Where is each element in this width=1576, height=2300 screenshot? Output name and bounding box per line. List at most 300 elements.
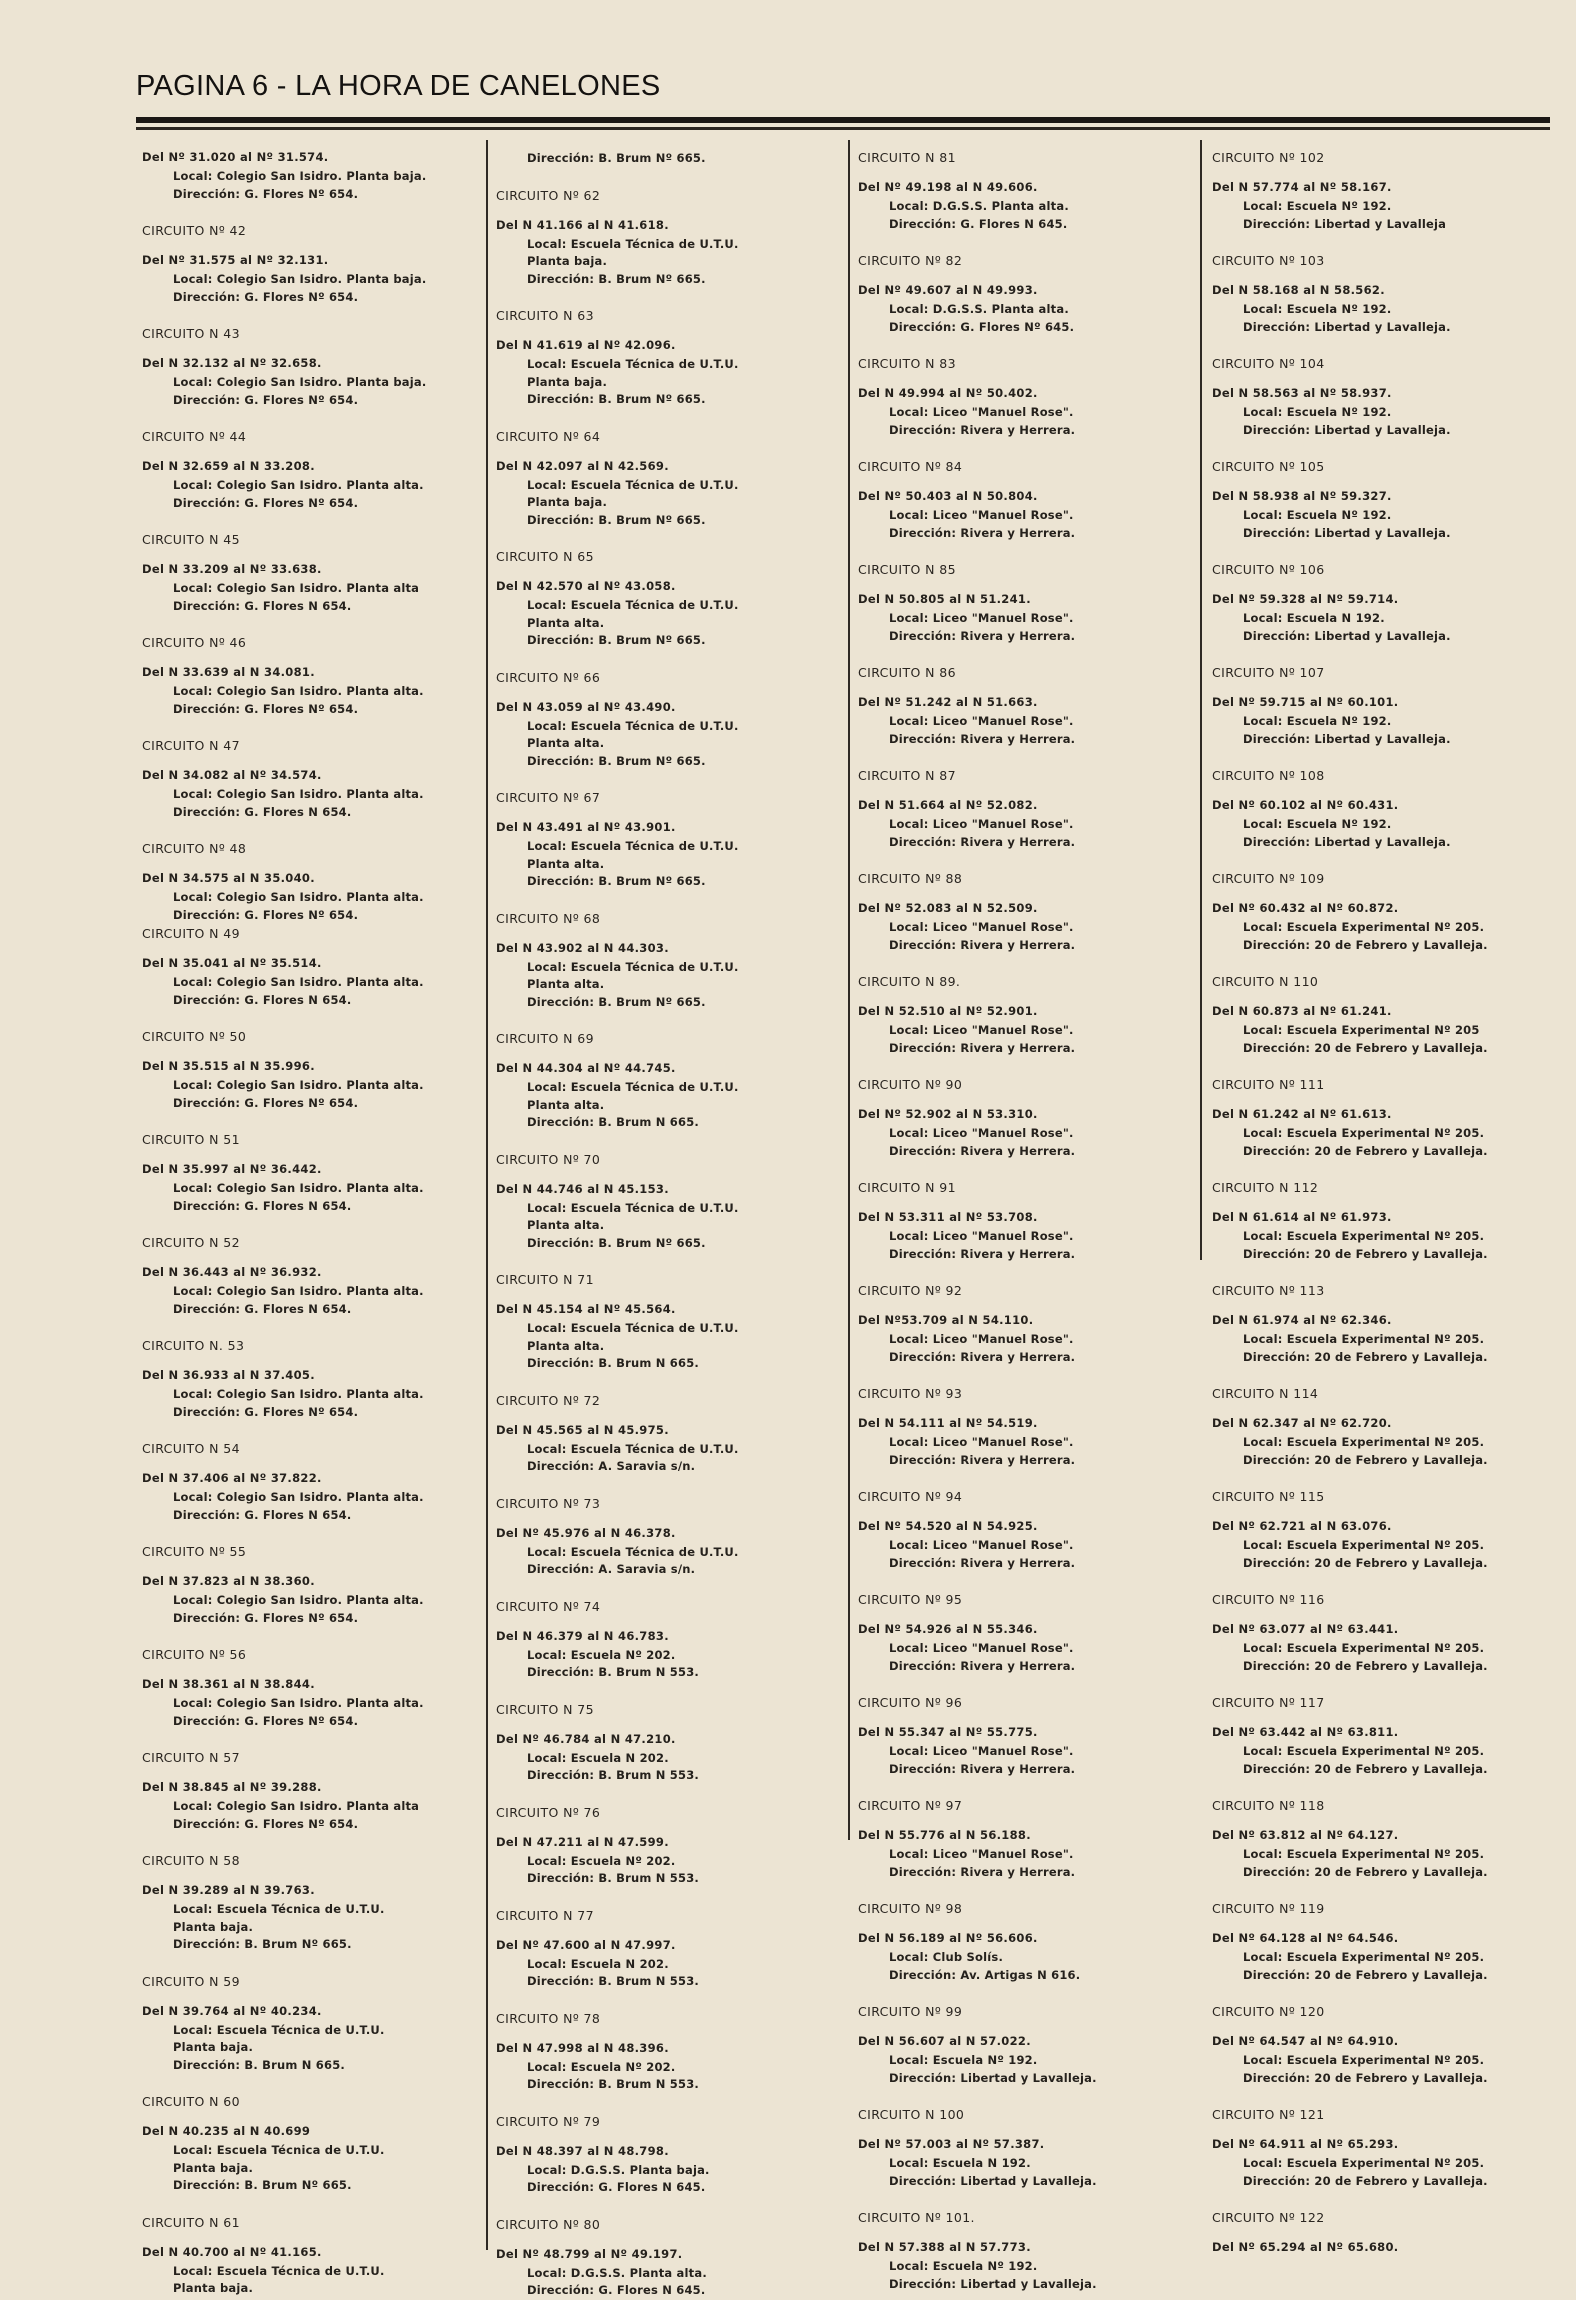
location-line: Planta baja. xyxy=(527,374,608,389)
address-line: Dirección: B. Brum Nº 665. xyxy=(527,392,706,406)
number-range: Del N 48.397 al N 48.798. xyxy=(496,2143,669,2158)
number-range: Del N 39.764 al Nº 40.234. xyxy=(142,2003,322,2018)
circuit-heading: CIRCUITO Nº 95 xyxy=(858,1592,963,1607)
location-line: Local: Colegio San Isidro. Planta alta. xyxy=(173,1387,424,1401)
location-line: Local: D.G.S.S. Planta alta. xyxy=(527,2265,707,2280)
number-range: Del N 61.614 al Nº 61.973. xyxy=(1212,1210,1392,1224)
circuit-entry xyxy=(140,1647,475,1730)
circuit-heading: CIRCUITO Nº 76 xyxy=(496,1804,601,1820)
circuit-entry xyxy=(140,1338,475,1421)
number-range: Del N 47.998 al N 48.396. xyxy=(496,2040,669,2055)
address-line: Dirección: Rivera y Herrera. xyxy=(889,422,1076,437)
header-rule-thin xyxy=(136,127,1550,130)
circuit-entry xyxy=(140,1029,475,1112)
location-line: Planta baja. xyxy=(173,2040,254,2054)
number-range: Del N 57.774 al Nº 58.167. xyxy=(1212,180,1392,194)
number-range: Del Nº 50.403 al N 50.804. xyxy=(858,489,1038,503)
number-range: Del Nº 49.198 al N 49.606. xyxy=(858,180,1038,194)
number-range: Del N 43.902 al N 44.303. xyxy=(496,940,669,955)
number-range: Del Nº 54.520 al N 54.925. xyxy=(858,1519,1038,1533)
circuit-heading: CIRCUITO Nº 46 xyxy=(142,635,247,650)
circuit-entry xyxy=(494,790,839,891)
address-line: Dirección: B. Brum N 553. xyxy=(527,1974,699,1988)
address-line: Dirección: B. Brum Nº 665. xyxy=(527,633,706,647)
location-line: Local: Escuela Nº 192. xyxy=(1243,817,1392,831)
number-range: Del N 45.565 al N 45.975. xyxy=(496,1422,669,1437)
circuit-heading: CIRCUITO Nº 64 xyxy=(496,428,601,444)
circuit-heading: CIRCUITO N 71 xyxy=(496,1272,594,1287)
circuit-entry xyxy=(856,1592,1201,1675)
circuit-entry xyxy=(140,1853,475,1954)
address-line: Dirección: 20 de Febrero y Lavalleja. xyxy=(1243,1246,1488,1261)
circuit-entry xyxy=(856,2107,1201,2190)
number-range: Del N 43.059 al Nº 43.490. xyxy=(496,699,676,714)
address-line: Dirección: Rivera y Herrera. xyxy=(889,937,1076,952)
address-line: Dirección: Rivera y Herrera. xyxy=(889,1143,1076,1158)
circuit-heading: CIRCUITO N 54 xyxy=(142,1441,240,1456)
circuit-heading: CIRCUITO Nº 93 xyxy=(858,1386,963,1401)
location-line: Local: Colegio San Isidro. Planta alta. xyxy=(173,1593,424,1607)
location-line: Local: Liceo "Manuel Rose". xyxy=(889,405,1074,419)
address-line: Dirección: Rivera y Herrera. xyxy=(889,1040,1076,1055)
address-line: Dirección: G. Flores Nº 654. xyxy=(173,495,359,510)
circuit-entry xyxy=(1210,356,1550,439)
address-line: Dirección: Libertad y Lavalleja. xyxy=(1243,319,1451,334)
circuit-entry xyxy=(494,1702,839,1785)
circuit-heading: CIRCUITO Nº 116 xyxy=(1212,1592,1325,1607)
number-range: Del N 44.304 al Nº 44.745. xyxy=(496,1061,676,1075)
address-line: Dirección: Libertad y Lavalleja. xyxy=(889,2070,1097,2085)
circuit-entry xyxy=(1210,1386,1550,1469)
location-line: Local: Colegio San Isidro. Planta alta. xyxy=(173,890,424,904)
number-range: Del Nº 45.976 al N 46.378. xyxy=(496,1525,676,1540)
circuit-heading: CIRCUITO Nº 108 xyxy=(1212,768,1325,783)
number-range: Del N 61.242 al Nº 61.613. xyxy=(1212,1107,1392,1121)
location-line: Local: Escuela Nº 202. xyxy=(527,1647,676,1662)
column-1 xyxy=(140,150,475,2295)
location-line: Local: Escuela Experimental Nº 205. xyxy=(1243,2053,1485,2067)
address-line: Dirección: 20 de Febrero y Lavalleja. xyxy=(1243,1761,1488,1776)
location-line: Local: Escuela Experimental Nº 205. xyxy=(1243,920,1485,934)
location-line: Local: Escuela Técnica de U.T.U. xyxy=(527,959,739,974)
number-range: Del N 56.607 al N 57.022. xyxy=(858,2034,1031,2048)
circuit-heading: CIRCUITO Nº 94 xyxy=(858,1489,963,1504)
circuit-entry xyxy=(494,1908,839,1991)
address-line: Dirección: G. Flores N 645. xyxy=(527,2180,706,2194)
number-range: Del Nº 46.784 al N 47.210. xyxy=(496,1731,676,1746)
address-line: Dirección: B. Brum N 665. xyxy=(173,2057,345,2072)
circuit-heading: CIRCUITO Nº 111 xyxy=(1212,1077,1325,1092)
number-range: Del N 46.379 al N 46.783. xyxy=(496,1628,669,1643)
number-range: Del N 51.664 al Nº 52.082. xyxy=(858,798,1038,812)
address-line: Dirección: B. Brum N 553. xyxy=(527,1768,699,1782)
circuit-heading: CIRCUITO Nº 102 xyxy=(1212,150,1325,165)
number-range: Del N 58.938 al Nº 59.327. xyxy=(1212,489,1392,503)
circuit-heading: CIRCUITO Nº 106 xyxy=(1212,562,1325,577)
circuit-heading: CIRCUITO Nº 90 xyxy=(858,1077,963,1092)
circuit-entry xyxy=(1210,2004,1550,2087)
number-range: Del Nº 51.242 al N 51.663. xyxy=(858,695,1038,709)
location-line: Local: Liceo "Manuel Rose". xyxy=(889,1641,1074,1655)
address-line: Dirección: G. Flores Nº 654. xyxy=(173,186,359,201)
circuit-heading: CIRCUITO Nº 115 xyxy=(1212,1489,1325,1504)
address-line: Dirección: B. Brum Nº 665. xyxy=(527,753,706,768)
circuit-entry xyxy=(856,253,1201,336)
circuit-heading: CIRCUITO N 63 xyxy=(496,308,594,323)
circuit-heading: CIRCUITO Nº 92 xyxy=(858,1283,963,1298)
number-range: Del N 43.491 al Nº 43.901. xyxy=(496,820,676,834)
number-range: Del Nº 64.128 al Nº 64.546. xyxy=(1212,1931,1399,1945)
number-range: Del N 61.974 al Nº 62.346. xyxy=(1212,1313,1392,1327)
location-line: Planta baja. xyxy=(173,1919,254,1934)
number-range: Del N 35.041 al Nº 35.514. xyxy=(142,956,322,970)
address-line: Dirección: Rivera y Herrera. xyxy=(889,1658,1076,1673)
number-range: Del N 55.776 al N 56.188. xyxy=(858,1828,1031,1842)
circuit-heading: CIRCUITO Nº 44 xyxy=(142,429,247,444)
circuit-entry xyxy=(494,1031,839,1132)
circuit-heading: CIRCUITO Nº 74 xyxy=(496,1598,601,1614)
circuit-heading: CIRCUITO Nº 82 xyxy=(858,253,963,268)
circuit-entry xyxy=(140,1750,475,1833)
number-range: Del N 34.082 al Nº 34.574. xyxy=(142,768,322,782)
address-line: Dirección: B. Brum N 665. xyxy=(527,1115,699,1129)
circuit-heading: CIRCUITO Nº 122 xyxy=(1212,2210,1325,2225)
number-range: Del N 36.933 al N 37.405. xyxy=(142,1368,315,1382)
address-line: Dirección: 20 de Febrero y Lavalleja. xyxy=(1243,1143,1488,1158)
address-line: Dirección: 20 de Febrero y Lavalleja. xyxy=(1243,1658,1488,1673)
location-line: Local: D.G.S.S. Planta alta. xyxy=(889,302,1069,316)
location-line: Local: Escuela Técnica de U.T.U. xyxy=(173,2263,385,2278)
circuit-heading: CIRCUITO Nº 68 xyxy=(496,910,601,926)
circuit-entry xyxy=(494,1805,839,1888)
address-line: Dirección: G. Flores N 654. xyxy=(173,1198,352,1213)
circuit-heading: CIRCUITO N 49 xyxy=(142,926,240,941)
circuit-heading: CIRCUITO Nº 113 xyxy=(1212,1283,1325,1298)
number-range: Del N 47.211 al N 47.599. xyxy=(496,1834,669,1849)
circuit-heading: CIRCUITO Nº 50 xyxy=(142,1029,247,1044)
number-range: Del Nº 52.902 al N 53.310. xyxy=(858,1107,1038,1121)
circuit-entry xyxy=(494,308,839,409)
address-line: Dirección: 20 de Febrero y Lavalleja. xyxy=(1243,937,1488,952)
circuit-heading: CIRCUITO Nº 67 xyxy=(496,790,601,805)
circuit-entry xyxy=(1210,871,1550,954)
circuit-heading: CIRCUITO Nº 107 xyxy=(1212,665,1325,680)
location-line: Local: Colegio San Isidro. Planta baja. xyxy=(173,169,427,183)
location-line: Local: Escuela Nº 192. xyxy=(889,2259,1038,2273)
address-line: Dirección: Rivera y Herrera. xyxy=(889,731,1076,746)
number-range: Del Nº 31.020 al Nº 31.574. xyxy=(142,150,329,164)
number-range: Del N 40.235 al N 40.699 xyxy=(142,2124,311,2138)
address-line: Dirección: Libertad y Lavalleja. xyxy=(1243,525,1451,540)
location-line: Local: Colegio San Isidro. Planta alta. xyxy=(173,478,424,492)
location-line: Local: Colegio San Isidro. Planta alta xyxy=(173,1799,420,1813)
circuit-heading: CIRCUITO N 51 xyxy=(142,1132,240,1147)
circuit-entry xyxy=(140,429,475,512)
circuit-entry xyxy=(494,1599,839,1682)
address-line: Dirección: B. Brum Nº 665. xyxy=(527,874,706,888)
address-line: Dirección: G. Flores Nº 654. xyxy=(173,1713,359,1728)
address-line: Dirección: G. Flores N 654. xyxy=(173,1507,352,1522)
circuit-entry xyxy=(856,1077,1201,1160)
address-line: Dirección: G. Flores N 654. xyxy=(173,804,352,819)
number-range: Del N 58.563 al Nº 58.937. xyxy=(1212,386,1392,400)
location-line: Local: Escuela Técnica de U.T.U. xyxy=(527,1200,739,1215)
circuit-entry xyxy=(140,738,475,821)
location-line: Local: Club Solís. xyxy=(889,1950,1004,1964)
location-line: Local: Escuela Experimental Nº 205. xyxy=(1243,2156,1485,2170)
location-line: Local: Colegio San Isidro. Planta baja. xyxy=(173,375,427,389)
location-line: Planta alta. xyxy=(527,1097,605,1112)
circuit-heading: CIRCUITO Nº 88 xyxy=(858,871,963,886)
number-range: Del N 54.111 al Nº 54.519. xyxy=(858,1416,1038,1430)
circuit-heading: CIRCUITO Nº 42 xyxy=(142,223,247,238)
circuit-entry xyxy=(140,1441,475,1524)
circuit-heading: CIRCUITO N 52 xyxy=(142,1235,240,1250)
circuit-entry xyxy=(856,871,1201,954)
circuit-entry xyxy=(140,1132,475,1215)
circuit-heading: CIRCUITO N 60 xyxy=(142,2094,240,2109)
location-line: Local: Escuela Nº 192. xyxy=(1243,199,1392,213)
column-divider-3 xyxy=(1200,140,1202,1260)
circuit-entry xyxy=(856,1901,1201,1984)
circuit-heading: CIRCUITO Nº 70 xyxy=(496,1151,601,1167)
circuit-entry xyxy=(856,1386,1201,1469)
circuit-entry xyxy=(856,1180,1201,1263)
location-line: Local: Escuela Técnica de U.T.U. xyxy=(527,357,739,371)
number-range: Del Nº 47.600 al N 47.997. xyxy=(496,1937,676,1952)
number-range: Del Nº 57.003 al Nº 57.387. xyxy=(858,2137,1045,2151)
address-line: Dirección: B. Brum N 665. xyxy=(527,1356,699,1370)
circuit-entry xyxy=(140,926,475,1009)
number-range: Del N 40.700 al Nº 41.165. xyxy=(142,2244,322,2259)
circuit-heading: CIRCUITO N 57 xyxy=(142,1750,240,1765)
location-line: Local: Liceo "Manuel Rose". xyxy=(889,920,1074,934)
column-divider-2 xyxy=(848,140,850,1840)
circuit-entry xyxy=(856,2004,1201,2087)
location-line: Local: Escuela Técnica de U.T.U. xyxy=(173,2022,385,2037)
address-line: Dirección: 20 de Febrero y Lavalleja. xyxy=(1243,2173,1488,2188)
circuit-entry xyxy=(1210,974,1550,1057)
circuit-entry xyxy=(140,150,475,203)
circuit-heading: CIRCUITO Nº 72 xyxy=(496,1392,601,1408)
circuit-entry xyxy=(856,1798,1201,1881)
location-line: Local: Colegio San Isidro. Planta alta. xyxy=(173,1284,424,1298)
number-range: Del Nº 60.432 al Nº 60.872. xyxy=(1212,901,1399,915)
location-line: Local: Escuela Experimental Nº 205. xyxy=(1243,1229,1485,1243)
number-range: Del N 50.805 al N 51.241. xyxy=(858,592,1031,606)
location-line: Local: Escuela Técnica de U.T.U. xyxy=(527,1441,739,1456)
circuit-entry xyxy=(140,326,475,409)
address-line: Dirección: B. Brum Nº 665. xyxy=(173,2178,352,2192)
address-line: Dirección: G. Flores N 645. xyxy=(889,216,1068,231)
circuit-entry xyxy=(1210,1901,1550,1984)
address-line: Dirección: G. Flores N 654. xyxy=(173,992,352,1007)
circuit-heading: CIRCUITO N 59 xyxy=(142,1973,240,1989)
number-range: Del N 55.347 al Nº 55.775. xyxy=(858,1725,1038,1739)
address-line: Dirección: 20 de Febrero y Lavalleja. xyxy=(1243,2070,1488,2085)
circuit-entry xyxy=(494,429,839,530)
circuit-heading: CIRCUITO Nº 97 xyxy=(858,1798,963,1813)
location-line: Local: Escuela Técnica de U.T.U. xyxy=(527,477,739,492)
number-range: Del Nº 59.715 al Nº 60.101. xyxy=(1212,695,1399,709)
circuit-entry xyxy=(140,635,475,718)
circuit-heading: CIRCUITO Nº 62 xyxy=(496,187,601,203)
number-range: Del N 37.406 al Nº 37.822. xyxy=(142,1471,322,1485)
location-line: Local: Liceo "Manuel Rose". xyxy=(889,1229,1074,1243)
circuit-entry xyxy=(494,188,839,289)
location-line: Local: Colegio San Isidro. Planta alta. xyxy=(173,1181,424,1195)
circuit-heading: CIRCUITO Nº 118 xyxy=(1212,1798,1325,1813)
location-line: Local: Liceo "Manuel Rose". xyxy=(889,1332,1074,1346)
circuit-heading: CIRCUITO Nº 66 xyxy=(496,669,601,685)
location-line: Local: Escuela Técnica de U.T.U. xyxy=(527,1080,739,1094)
address-line: Dirección: Libertad y Lavalleja. xyxy=(889,2276,1097,2291)
address-line: Dirección: B. Brum Nº 665. xyxy=(527,512,706,527)
column-4 xyxy=(1210,150,1550,2260)
number-range: Del Nº53.709 al N 54.110. xyxy=(858,1313,1034,1327)
circuit-heading: CIRCUITO N 81 xyxy=(858,150,956,165)
location-line: Planta baja. xyxy=(527,495,608,509)
circuit-entry xyxy=(856,150,1201,233)
circuit-heading: CIRCUITO N 77 xyxy=(496,1907,594,1923)
address-line: Dirección: 20 de Febrero y Lavalleja. xyxy=(1243,1452,1488,1467)
number-range: Del N 56.189 al Nº 56.606. xyxy=(858,1931,1038,1945)
address-line: Dirección: B. Brum Nº 665. xyxy=(527,994,706,1009)
circuit-entry xyxy=(856,2210,1201,2293)
location-line: Local: Escuela Nº 202. xyxy=(527,1853,676,1868)
circuit-heading: CIRCUITO Nº 48 xyxy=(142,841,247,856)
circuit-heading: CIRCUITO Nº 119 xyxy=(1212,1901,1325,1916)
circuit-entry xyxy=(1210,2210,1550,2254)
circuit-heading: CIRCUITO N 89. xyxy=(858,974,961,989)
address-line: Dirección: Rivera y Herrera. xyxy=(889,628,1076,643)
circuit-entry xyxy=(856,562,1201,645)
location-line: Local: Escuela Nº 192. xyxy=(1243,714,1392,728)
circuit-heading: CIRCUITO N 61 xyxy=(142,2214,240,2230)
location-line: Local: Escuela Nº 192. xyxy=(889,2053,1038,2067)
address-line: Dirección: B. Brum N 553. xyxy=(527,2077,699,2091)
location-line: Planta baja. xyxy=(527,254,608,268)
location-line: Local: Escuela Técnica de U.T.U. xyxy=(527,718,739,733)
location-line: Local: Escuela Experimental Nº 205. xyxy=(1243,1744,1485,1758)
address-line: Dirección: Rivera y Herrera. xyxy=(889,1761,1076,1776)
address-line: Dirección: 20 de Febrero y Lavalleja. xyxy=(1243,1864,1488,1879)
number-range: Del N 41.166 al N 41.618. xyxy=(496,217,669,232)
circuit-heading: CIRCUITO Nº 73 xyxy=(496,1495,601,1511)
circuit-heading: CIRCUITO Nº 78 xyxy=(496,2010,601,2026)
address-line: Dirección: G. Flores Nº 645. xyxy=(889,319,1075,334)
circuit-heading: CIRCUITO Nº 56 xyxy=(142,1647,247,1662)
location-line: Local: Escuela Nº 192. xyxy=(1243,508,1392,522)
address-line: Dirección: Av. Artigas N 616. xyxy=(889,1967,1081,1982)
circuit-heading: CIRCUITO N 47 xyxy=(142,738,240,753)
circuit-entry xyxy=(494,1152,839,1253)
circuit-heading: CIRCUITO Nº 79 xyxy=(496,2113,601,2129)
location-line: Planta baja. xyxy=(173,2160,254,2175)
circuit-entry xyxy=(1210,2107,1550,2190)
number-range: Del N 32.132 al Nº 32.658. xyxy=(142,356,322,370)
circuit-entry xyxy=(494,150,839,168)
header-rule-thick xyxy=(136,117,1550,123)
address-line: Dirección: Libertad y Lavalleja. xyxy=(1243,422,1451,437)
circuit-entry xyxy=(1210,150,1550,233)
circuit-heading: CIRCUITO Nº 104 xyxy=(1212,356,1325,371)
number-range: Del Nº 59.328 al Nº 59.714. xyxy=(1212,592,1399,606)
location-line: Local: Liceo "Manuel Rose". xyxy=(889,1126,1074,1140)
circuit-entry xyxy=(856,1283,1201,1366)
location-line: Local: Colegio San Isidro. Planta alta. xyxy=(173,1078,424,1092)
circuit-heading: CIRCUITO Nº 105 xyxy=(1212,459,1325,474)
circuit-entry xyxy=(856,665,1201,748)
number-range: Del Nº 31.575 al Nº 32.131. xyxy=(142,253,329,267)
circuit-entry xyxy=(1210,253,1550,336)
number-range: Del Nº 65.294 al Nº 65.680. xyxy=(1212,2240,1399,2254)
address-line: Dirección: G. Flores N 654. xyxy=(173,598,352,613)
address-line: Dirección: Rivera y Herrera. xyxy=(889,1349,1076,1364)
location-line: Local: Liceo "Manuel Rose". xyxy=(889,1538,1074,1552)
location-line: Planta alta. xyxy=(527,736,605,750)
address-line: Dirección: G. Flores Nº 654. xyxy=(173,701,359,716)
location-line: Local: Escuela Experimental Nº 205 xyxy=(1243,1023,1480,1037)
number-range: Del N 32.659 al N 33.208. xyxy=(142,459,315,473)
circuit-heading: CIRCUITO N 91 xyxy=(858,1180,956,1195)
location-line: Local: Escuela N 202. xyxy=(527,1750,669,1765)
circuit-entry xyxy=(856,356,1201,439)
address-line: Dirección: Rivera y Herrera. xyxy=(889,834,1076,849)
circuit-heading: CIRCUITO N. 53 xyxy=(142,1338,245,1353)
location-line: Planta baja. xyxy=(173,2281,254,2295)
location-line: Local: Escuela Técnica de U.T.U. xyxy=(527,1544,739,1559)
circuit-entry xyxy=(856,1489,1201,1572)
location-line: Local: Escuela Experimental Nº 205. xyxy=(1243,1641,1485,1655)
location-line: Local: Escuela Experimental Nº 205. xyxy=(1243,1435,1485,1449)
circuit-entry xyxy=(1210,1695,1550,1778)
circuit-heading: CIRCUITO Nº 103 xyxy=(1212,253,1325,268)
circuit-entry xyxy=(494,670,839,771)
number-range: Del N 42.570 al Nº 43.058. xyxy=(496,579,676,593)
circuit-entry xyxy=(494,2217,839,2300)
circuit-heading: CIRCUITO Nº 55 xyxy=(142,1544,247,1559)
address-line: Dirección: Libertad y Lavalleja. xyxy=(1243,628,1451,643)
circuit-heading: CIRCUITO N 112 xyxy=(1212,1180,1319,1195)
location-line: Local: Colegio San Isidro. Planta alta. xyxy=(173,1696,424,1710)
circuit-heading: CIRCUITO Nº 101. xyxy=(858,2210,975,2225)
circuit-entry xyxy=(494,1272,839,1373)
number-range: Del N 52.510 al Nº 52.901. xyxy=(858,1004,1038,1018)
address-line: Dirección: Libertad y Lavalleja xyxy=(1243,216,1447,231)
address-line: Dirección: B. Brum N 553. xyxy=(527,1665,699,1679)
location-line: Planta alta. xyxy=(527,615,605,630)
circuit-entry xyxy=(1210,562,1550,645)
column-3 xyxy=(856,150,1201,2291)
address-line: Dirección: Rivera y Herrera. xyxy=(889,1555,1076,1570)
location-line: Local: Escuela N 202. xyxy=(527,1956,669,1971)
number-range: Del Nº 63.077 al Nº 63.441. xyxy=(1212,1622,1399,1636)
circuit-entry xyxy=(1210,1592,1550,1675)
number-range: Del N 41.619 al Nº 42.096. xyxy=(496,338,676,352)
number-range: Del N 45.154 al Nº 45.564. xyxy=(496,1302,676,1316)
address-line: Dirección: G. Flores Nº 654. xyxy=(173,289,359,304)
address-line: Dirección: Rivera y Herrera. xyxy=(889,1864,1076,1879)
location-line: Planta alta. xyxy=(527,856,605,871)
number-range: Del Nº 48.799 al Nº 49.197. xyxy=(496,2246,683,2261)
circuit-entry xyxy=(1210,459,1550,542)
location-line: Local: Escuela Técnica de U.T.U. xyxy=(173,2143,385,2157)
circuit-heading: CIRCUITO N 65 xyxy=(496,549,594,564)
number-range: Del N 57.388 al N 57.773. xyxy=(858,2240,1031,2254)
location-line: Local: Escuela Experimental Nº 205. xyxy=(1243,1950,1485,1964)
number-range: Del N 39.289 al N 39.763. xyxy=(142,1883,315,1897)
